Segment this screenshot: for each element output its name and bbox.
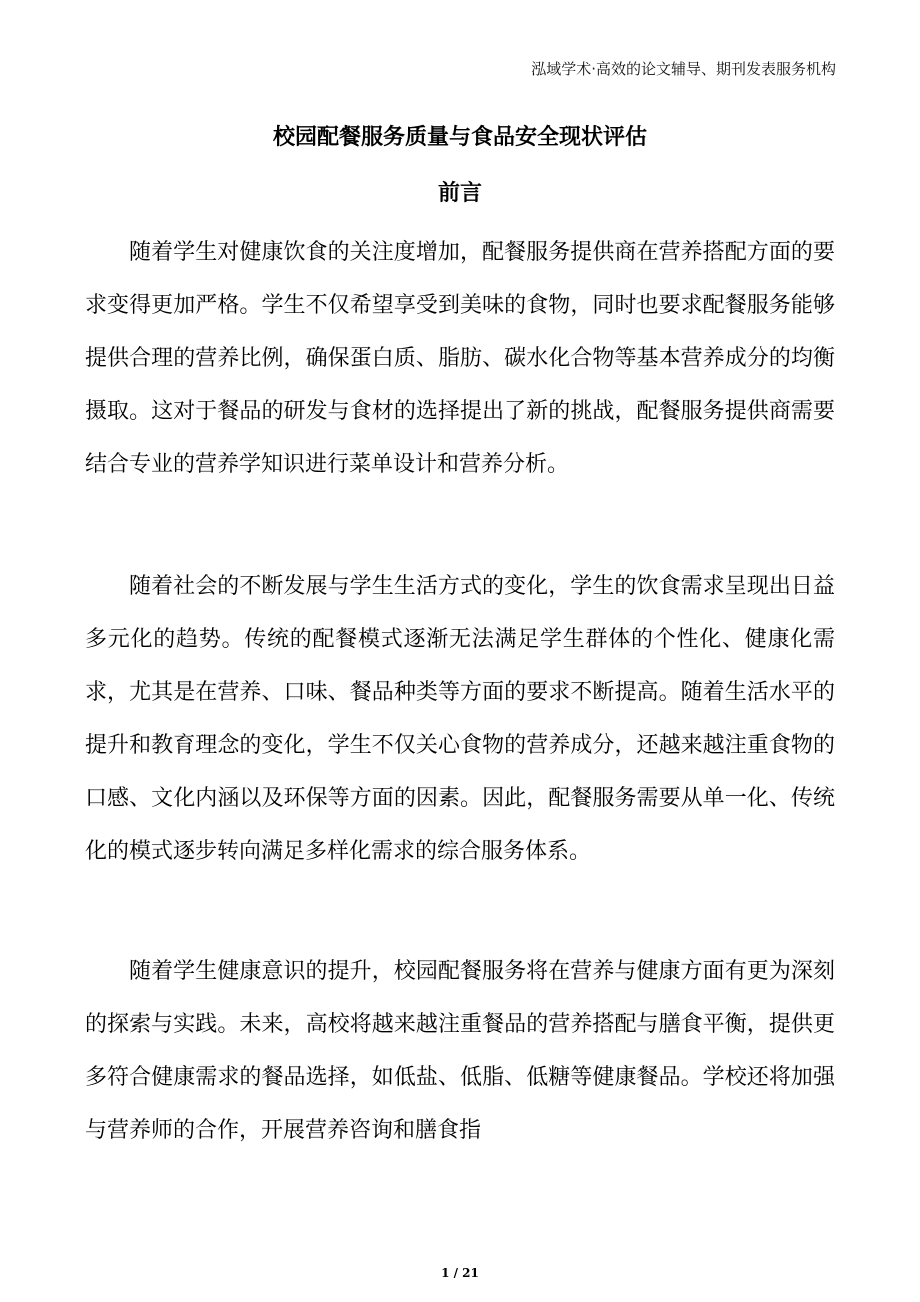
paragraph: 随着学生健康意识的提升，校园配餐服务将在营养与健康方面有更为深刻的探索与实践。未来，高校将越来越注重餐品的营养搭配与膳食平衡，提供更多符合健康需求的餐品选择，如低盐、低脂、低糖等健康餐品。学校还将加强与营养师的合作，开展营养咨询和膳食指 <box>85 959 835 1143</box>
paragraph-2-container <box>85 560 835 878</box>
section-heading: 前言 <box>437 181 482 206</box>
paragraph: 随着学生对健康饮食的关注度增加，配餐服务提供商在营养搭配方面的要求变得更加严格。学生不仅希望享受到美味的食物，同时也要求配餐服务能够提供合理的营养比例，确保蛋白质、脂肪、碳水化合物等基本营养成分的均衡摄取。这对于餐品的研发与食材的选择提出了新的挑战，配餐服务提供商需要结合专业的营养学知识进行菜单设计和营养分析。 <box>85 240 835 477</box>
page-header: 泓域学术·高效的论文辅导、期刊发表服务机构 <box>531 60 836 78</box>
paragraph-1-container <box>85 226 835 491</box>
document-title: 校园配餐服务质量与食品安全现状评估 <box>272 125 647 150</box>
paragraph-3-container <box>85 945 835 1157</box>
paragraph: 随着社会的不断发展与学生生活方式的变化，学生的饮食需求呈现出日益多元化的趋势。传统的配餐模式逐渐无法满足学生群体的个性化、健康化需求，尤其是在营养、口味、餐品种类等方面的要求不断提高。随着生活水平的提升和教育理念的变化，学生不仅关心食物的营养成分，还越来越注重食物的口感、文化内涵以及环保等方面的因素。因此，配餐服务需要从单一化、传统化的模式逐步转向满足多样化需求的综合服务体系。 <box>85 574 835 864</box>
page-number: 1 / 21 <box>441 1266 479 1280</box>
